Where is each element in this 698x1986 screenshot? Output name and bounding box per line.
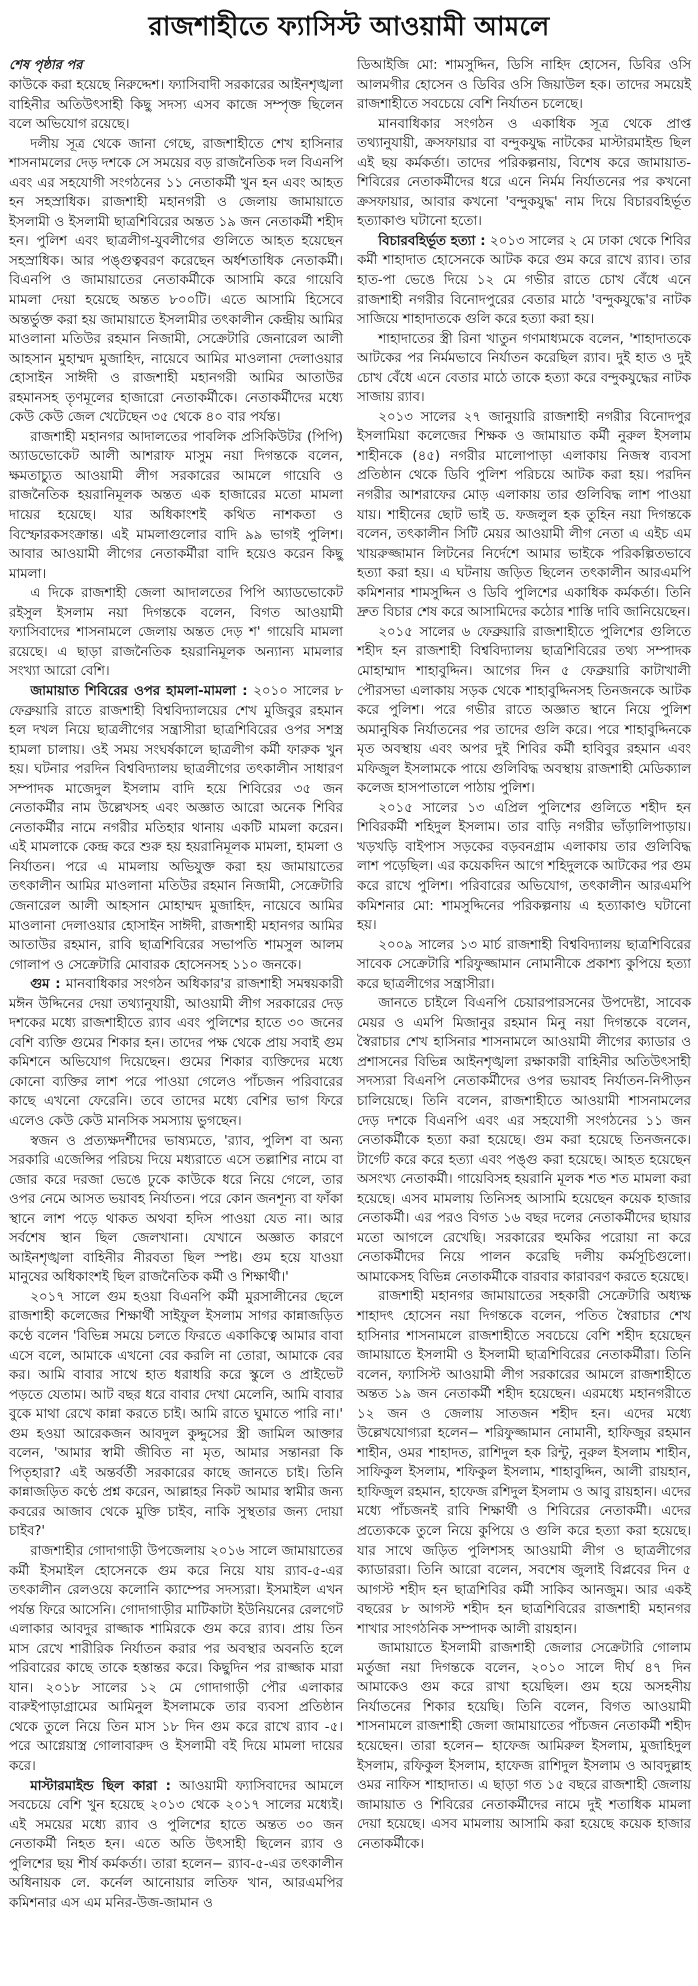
left-column [9, 56, 343, 1913]
article-headline: রাজশাহীতে ফ্যাসিস্ট আওয়ামী আমলে [148, 12, 550, 42]
paragraph: ডিআইজি মো: শামসুদ্দিন, ডিসি নাহিদ হোসেন, ডিবির ওসি আলমগীর হোসেন ও ডিবির ওসি জিয়াউল হক। তাদের সময়েই রাজশাহীতে সবচেয়ে বেশি নির্যাতন চলেছে। [357, 58, 691, 113]
paragraph: ২০১৫ সালের ১৩ এপ্রিল পুলিশের গুলিতে শহীদ হন শিবিরকর্মী শহিদুল ইসলাম। তার বাড়ি নগরীর ভাঁড়ালিপাড়ায়। খড়খড়ি বাইপাস সড়কের বড়বনগ্রাম এলাকায় তার গুলিবিদ্ধ লাশ পড়েছিল। এর কয়েকদিন আগে শহিদুলকে আটকের পর গুম করে রাখে পুলিশ। পরিবারের অভিযোগ, তৎকালীন আরএমপি কমিশনার মো: শামসুদ্দিনের পরিকল্পনায় এ হত্যাকাণ্ড ঘটানো হয়। [357, 800, 691, 934]
paragraph: কাউকে করা হয়েছে নিরুদ্দেশ। ফ্যাসিবাদী সরকারের আইনশৃঙ্খলা বাহিনীর অতিউৎসাহী কিছু সদস্য এসব কাজে সম্পৃক্ত ছিলেন বলে অভিযোগ রয়েছে। [9, 78, 343, 133]
paragraph: জানতে চাইলে বিএনপি চেয়ারপারসনের উপদেষ্টা, সাবেক মেয়র ও এমপি মিজানুর রহমান মিনু নয়া দিগন্তকে বলেন, স্বৈরাচার শেখ হাসিনার শাসনামলে আওয়ামী লীগের ক্যাডার ও প্রশাসনের বিভিন্ন আইনশৃঙ্খলা রক্ষাকারী বাহিনীর অতিউৎসাহী সদস্যরা বিএনপি নেতাকর্মীদের ওপর ভয়াবহ নির্যাতন-নিপীড়ন চালিয়েছে। তিনি বলেন, রাজশাহীতে আওয়ামী শাসনামলের দেড় দশকে বিএনপি এবং এর সহযোগী সংগঠনের ১১ জন নেতাকর্মীকে হত্যা করা হয়েছে। গুম করা হয়েছে তিনজনকে। টার্গেট করে করে হত্যা এবং পঙ্গু করা হয়েছে। আহত হয়েছেন অসংখ্য নেতাকর্মী। গায়েবিসহ হয়রানি মূলক শত শত মামলা করা হয়েছে। এসব মামলায় তিনিসহ আসামি হয়েছেন কয়েক হাজার নেতাকর্মী। এর পরও বিগত ১৬ বছর দলের নেতাকর্মীদের ছায়ার মতো আগলে রেখেছি। সরকারের হুমকির পরোয়া না করে নেতাকর্মীদের নিয়ে পালন করেছি দলীয় কর্মসূচিগুলো। আমাকেসহ বিভিন্ন নেতাকর্মীকে বারবার কারাবরণ করতে হয়েছে। [357, 996, 691, 1285]
paragraph: গুম : মানবাধিকার সংগঠন অধিকার'র রাজশাহী সমন্বয়কারী মঈন উদ্দিনের দেয়া তথ্যানুযায়ী, আওয়ামী লীগ সরকারের দেড় দশকের মধ্যে রাজশাহীতে র‌্যাব এবং পুলিশের হাতে ৩০ জনের বেশি ব্যক্তি গুমের শিকার হন। তাদের পক্ষ থেকে প্রায় সবাই গুম কমিশনে অভিযোগ দিয়েছেন। গুমের শিকার ব্যক্তিদের মধ্যে কোনো ব্যক্তির লাশ পরে পাওয়া গেলেও পাঁচজন পরিবারের কাছে এখনো ফেরেনি। তবে তাদের মধ্যে বেশির ভাগ ফিরে এলেও কেউ কেউ মানসিক সমস্যায় ভুগছেন। [9, 977, 344, 1129]
subheading: গুম : [30, 977, 61, 993]
paragraph: রাজশাহী মহানগর আদালতের পাবলিক প্রসিকিউটর (পিপি) অ্যাডভোকেট আলী আশরাফ মাসুম নয়া দিগন্তকে বলেন, ক্ষমতাচ্যুত আওয়ামী লীগ সরকারের আমলে গায়েবি ও রাজনৈতিক হয়রানিমূলক অন্তত এক হাজারের মতো মামলা দায়ের হয়েছে। যার অধিকাংশই কথিত নাশকতা ও বিস্ফোরকসংক্রান্ত। এই মামলাগুলোর বাদি ৯৯ ভাগই পুলিশ। আবার আওয়ামী লীগের নেতাকর্মীরা বাদি হয়েও করেন কিছু মামলা। [9, 429, 343, 582]
paragraph: ২০০৯ সালের ১৩ মার্চ রাজশাহী বিশ্ববিদ্যালয় ছাত্রশিবিরের সাবেক সেক্রেটারি শরিফুজ্জামান নোমানীকে প্রকাশ্য কুপিয়ে হত্যা করে ছাত্রলীগের সন্ত্রাসীরা। [357, 937, 691, 992]
paragraph: শাহাদাতের স্ত্রী রিনা খাতুন গণমাধ্যমকে বলেন, 'শাহাদাতকে আটকের পর নির্মমভাবে নির্যাতন করেছিল র‌্যাব। দুই হাত ও দুই চোখ বেঁধে এনে বেতার মাঠে তাকে হত্যা করে বন্দুকযুদ্ধের নাটক সাজায় র‌্যাব। [357, 331, 691, 406]
paragraph: ২০১৩ সালের ২৭ জানুয়ারি রাজশাহী নগরীর বিনোদপুর ইসলামিয়া কলেজের শিক্ষক ও জামায়াত কর্মী নুরুল ইসলাম শাহীনকে (৪৫) নগরীর মালোপাড়া এলাকায় নিজস্ব ব্যবসা প্রতিষ্ঠান থেকে ডিবি পুলিশ পরিচয়ে আটক করা হয়। পরদিন নগরীর আশরাফের মোড় এলাকায় তার গুলিবিদ্ধ লাশ পাওয়া যায়। শাহীনের ছোট ভাই ড. ফজলুল হক তুহিন নয়া দিগন্তকে বলেন, তৎকালীন সিটি মেয়র আওয়ামী লীগ নেতা এ এইচ এম খায়রুজ্জামান লিটনের নির্দেশে আমার ভাইকে পরিকল্পিতভাবে হত্যা করা হয়। এ ঘটনায় জড়িত ছিলেন তৎকালীন আরএমপি কমিশনার শামসুদ্দিন ও ডিবি পুলিশের একাধিক কর্মকর্তা। তিনি দ্রুত বিচার শেষ করে আসামিদের কঠোর শাস্তি দাবি জানিয়েছেন। [357, 409, 691, 621]
paragraph: জামায়াত শিবিরের ওপর হামলা-মামলা : ২০১০ সালের ৮ ফেব্রুয়ারি রাতে রাজশাহী বিশ্ববিদ্যালয়ের শেখ মুজিবুর রহমান হল দখল নিয়ে ছাত্রলীগের সন্ত্রাসীরা ছাত্রশিবিরের ওপর সশস্ত্র হামলা চালায়। ওই সময় সংঘর্ষকালে ছাত্রলীগ কর্মী ফারুক খুন হয়। ঘটনার পরদিন বিশ্ববিদ্যালয় ছাত্রলীগের তৎকালীন সাধারণ সম্পাদক মাজেদুল ইসলাম বাদি হয়ে শিবিরের ৩৫ জন নেতাকর্মীর নাম উল্লেখসহ এবং অজ্ঞাত আরো অনেক শিবির নেতাকর্মীর নামে নগরীর মতিহার থানায় একটি মামলা করেন। এই মামলাকে কেন্দ্র করে শুরু হয় হয়রানিমূলক মামলা, হামলা ও নির্যাতন। পরে এ মামলায় অভিযুক্ত করা হয় জামায়াতের তৎকালীন আমির মাওলানা মতিউর রহমান নিজামী, সেক্রেটারি জেনারেল আলী আহসান মোহাম্মদ মুজাহিদ, নায়েবে আমির মাওলানা দেলাওয়ার হোসাইন সাঈদী, রাজশাহী মহানগর আমির আতাউর রহমান, রাবি ছাত্রশিবিরের সভাপতি শামসুল আলম গোলাপ ও সেক্রেটারি মোবারক হোসেনসহ ১১০ জনকে। [9, 683, 344, 973]
paragraph: ২০১৭ সালে গুম হওয়া বিএনপি কর্মী মুরসালীনের ছেলে রাজশাহী কলেজের শিক্ষার্থী সাইফুল ইসলাম সাগর কান্নাজড়িত কণ্ঠে বলেন 'বিভিন্ন সময়ে চলতে ফিরতে একাকিত্বে আমার বাবা এসে বলে, আমাকে এখনো বের করলি না তোরা, আমাকে বের কর। আমি বাবার সাথে হাত ধরাধরি করে স্কুলে ও প্রাইভেট পড়তে যেতাম। আট বছর ধরে বাবার দেখা মেলেনি, আমি বাবার বুকে মাথা রেখে কান্না করতে চাই। আমি রাতে ঘুমাতে পারি না।' গুম হওয়া আরেকজন আবদুল কুদ্দুসের স্ত্রী জামিল আক্তার বলেন, 'আমার স্বামী জীবিত না মৃত, আমার সন্তানরা কি পিতৃহারা? এই অন্তর্বর্তী সরকারের কাছে জানতে চাই। তিনি কান্নাজড়িত কণ্ঠে প্রশ্ন করেন, আল্লাহর নিকট আমার স্বামীর জন্য কবরের আজাব থেকে মুক্তি চাইব, নাকি সুস্থতার জন্য দোয়া চাইব?' [9, 1289, 343, 1540]
paragraph: জামায়াতে ইসলামী রাজশাহী জেলার সেক্রেটারি গোলাম মর্তুজা নয়া দিগন্তকে বলেন, ২০১০ সালে দীর্ঘ ৪৭ দিন আমাকেও গুম করে রাখা হয়েছিল। গুম হয়ে অসহনীয় নির্যাতনের শিকার হয়েছি। তিনি বলেন, বিগত আওয়ামী শাসনামলে রাজশাহী জেলা জামায়াতের পাঁচজন নেতাকর্মী শহীদ হয়েছেন। তারা হলেন− হাফেজ আমিরুল ইসলাম, মুজাহিদুল ইসলাম, রফিকুল ইসলাম, হাফেজ রাশিদুল ইসলাম ও আবদুল্লাহ ওমর নাফিস শাহাদাত। এ ছাড়া গত ১৫ বছরে রাজশাহী জেলায় জামায়াত ও শিবিরের নেতাকর্মীদের নামে দুই শতাধিক মামলা দেয়া হয়েছে। এসব মামলায় আসামি করা হয়েছে কয়েক হাজার নেতাকর্মীকে। [357, 1641, 691, 1852]
paragraph: এ দিকে রাজশাহী জেলা আদালতের পিপি অ্যাডভোকেট রইসুল ইসলাম নয়া দিগন্তকে বলেন, বিগত আওয়ামী ফ্যাসিবাদের শাসনামলে জেলায় অন্তত দেড় শ' গায়েবি মামলা রয়েছে। এ ছাড়া রাজনৈতিক হয়রানিমূলক অন্যান্য মামলার সংখ্যা আরো বেশি। [9, 586, 343, 680]
paragraph: ২০১৫ সালের ৬ ফেব্রুয়ারি রাজশাহীতে পুলিশের গুলিতে শহীদ হন রাজশাহী বিশ্ববিদ্যালয় ছাত্রশিবিরের তথ্য সম্পাদক মোহাম্মাদ শাহাবুদ্দিন। আগের দিন ৫ ফেব্রুয়ারি কাটাখালী পৌরসভা এলাকায় সড়ক থেকে শাহাবুদ্দিনসহ তিনজনকে আটক করে পুলিশ। পরে গভীর রাতে অজ্ঞাত স্থানে নিয়ে পুলিশ অমানুষিক নির্যাতনের পর তাদের গুলি করে। পরে শাহাবুদ্দিনকে মৃত অবস্থায় এবং অপর দুই শিবির কর্মী হাবিবুর রহমান এবং মফিজুল ইসলামকে পায়ে গুলিবিদ্ধ অবস্থায় রাজশাহী মেডিক্যাল কলেজ হাসপাতালে পাঠায় পুলিশ। [357, 624, 691, 797]
paragraph: স্বজন ও প্রত্যক্ষদর্শীদের ভাষ্যমতে, 'র‌্যাব, পুলিশ বা অন্য সরকারি এজেন্সির পরিচয় দিয়ে মধ্যরাতে এসে তল্লাশির নামে বা জোর করে দরজা ভেঙে ঢুকে কাউকে ধরে নিয়ে গেলে, তার ওপর নেমে আসত ভয়াবহ নির্যাতন। পরে কোন জনশূন্য বা ফাঁকা স্থানে লাশ পড়ে থাকত অথবা হদিস পাওয়া যেত না। আর সর্বশেষ স্থান ছিল জেলখানা। যেখানে অজ্ঞাত কারণে আইনশৃঙ্খলা বাহিনীর নীরবতা ছিল স্পষ্ট। গুম হয়ে যাওয়া মানুষের অধিকাংশই ছিল রাজনৈতিক কর্মী ও শিক্ষার্থী।' [9, 1133, 343, 1286]
subheading: জামায়াত শিবিরের ওপর হামলা-মামলা : [30, 683, 248, 699]
continued-from-label: শেষ পৃষ্ঠার পর [9, 58, 83, 73]
paragraph: রাজশাহী মহানগর জামায়াতের সহকারী সেক্রেটারি অধ্যক্ষ শাহাদৎ হোসেন নয়া দিগন্তকে বলেন, পতিত স্বৈরাচার শেখ হাসিনার শাসনামলে রাজশাহীতে সবচেয়ে বেশি শহীদ হয়েছেন জামায়াতে ইসলামী ও ইসলামী ছাত্রশিবিরের নেতাকর্মীরা। তিনি বলেন, ফ্যাসিস্ট আওয়ামী লীগ সরকারের আমলে রাজশাহীতে অন্তত ১৯ জন নেতাকর্মী শহীদ হয়েছেন। এরমধ্যে মহানগরীতে ১২ জন ও জেলায় সাতজন শহীদ হন। এদের মধ্যে উল্লেখযোগ্যরা হলেন− শরিফুজ্জামান নোমানী, হাফিজুর রহমান শাহীন, ওমর শাহাদত, রাশিদুল হক রিন্টু, নুরুল ইসলাম শাহীন, সাফিকুল ইসলাম, শফিকুল ইসলাম, শাহাবুদ্দিন, আলী রায়হান, হাফিজুল রহমান, হাফেজ রশিদুল ইসলাম ও আবু রায়হান। এদের মধ্যে পাঁচজনই রাবি শিক্ষার্থী ও শিবিরের নেতাকর্মী। এদের প্রত্যেককে তুলে নিয়ে কুপিয়ে ও গুলি করে হত্যা করা হয়েছে। যার সাথে জড়িত পুলিশসহ আওয়ামী লীগ ও ছাত্রলীগের ক্যাডাররা। তিনি আরো বলেন, সবশেষ জুলাই বিপ্লবের দিন ৫ আগস্ট শহীদ হন ছাত্রশিবির কর্মী সাকিব আনজুম। আর একই বছরের ৮ আগস্ট শহীদ হন ছাত্রশিবিরের রাজশাহী মহানগর শাখার সাংগঠনিক সম্পাদক আলী রায়হান। [357, 1289, 691, 1637]
subheading: বিচারবহির্ভূত হত্যা : [378, 233, 486, 249]
article-body [0, 56, 698, 1913]
paragraph: বিচারবহির্ভূত হত্যা : ২০১৩ সালের ২ মে ঢাকা থেকে শিবির কর্মী শাহাদাত হোসেনকে আটক করে গুম করে রাখে র‌্যাব। তার হাত-পা ভেঙে দিয়ে ১২ মে গভীর রাতে চোখ বেঁধে এনে রাজশাহী নগরীর বিনোদপুরের বেতার মাঠে 'বন্দুকযুদ্ধে'র নাটক সাজিয়ে শাহাদাতকে গুলি করে হত্যা করা হয়। [357, 233, 691, 328]
right-column [357, 56, 691, 1913]
subheading: মাস্টারমাইন্ড ছিল কারা : [30, 1778, 171, 1794]
paragraph: মাস্টারমাইন্ড ছিল কারা : আওয়ামী ফ্যাসিবাদের আমলে সবচেয়ে বেশি খুন হয়েছে ২০১৩ থেকে ২০১৭ সালের মধ্যেই। এই সময়ের মধ্যে র‌্যাব ও পুলিশের হাতে অন্তত ৩০ জন নেতাকর্মী নিহত হন। এতে অতি উৎসাহী ছিলেন র‌্যাব ও পুলিশের ছয় শীর্ষ কর্মকর্তা। তারা হলেন− র‌্যাব-৫-এর তৎকালীন অধিনায়ক লে. কর্নেল আনোয়ার লতিফ খান, আরএমপির কমিশনার এস এম মনির-উজ-জামান ও [9, 1778, 343, 1911]
paragraph: রাজশাহীর গোদাগাড়ী উপজেলায় ২০১৬ সালে জামায়াতের কর্মী ইসমাইল হোসেনকে গুম করে নিয়ে যায় র‌্যাব-৫-এর তৎকালীন রেলওয়ে কলোনি ক্যাম্পের সদস্যরা। ইসমাইল এখন পর্যন্ত ফিরে আসেনি। গোদাগাড়ীর মাটিকাটা ইউনিয়নের রেলগেট এলাকার আবদুর রাজ্জাক শামিরকে গুম করে র‌্যাব। প্রায় তিন মাস রেখে শারীরিক নির্যাতন করার পর অবস্থার অবনতি হলে পরিবারের কাছে তাকে হস্তান্তর করে। কিছুদিন পর রাজ্জাক মারা যান। ২০১৮ সালের ১২ মে গোদাগাড়ী পৌর এলাকার বারুইপাড়াগ্রামের আমিনুল ইসলামকে তার ব্যবসা প্রতিষ্ঠান থেকে তুলে নিয়ে তিন মাস ১৮ দিন গুম করে রাখে র‌্যাব -৫। পরে আগ্নেয়াস্ত্র গোলাবারুদ ও ইসলামী বই দিয়ে মামলা দায়ের করে। [9, 1544, 344, 1775]
paragraph: দলীয় সূত্র থেকে জানা গেছে, রাজশাহীতে শেখ হাসিনার শাসনামলের দেড় দশকে সে সময়ের বড় রাজনৈতিক দল বিএনপি এবং এর সহযোগী সংগঠনের ১১ নেতাকর্মী খুন হন এবং আহত হন সহস্রাধিক। রাজশাহী মহানগরী ও জেলায় জামায়াতে ইসলামী ও ইসলামী ছাত্রশিবিরের অন্তত ১৯ জন নেতাকর্মী শহীদ হন। পুলিশ এবং ছাত্রলীগ-যুবলীগের গুলিতে আহত হয়েছেন সহস্রাধিক। আর পঙ্গুত্ববরণ করেছেন অর্ধশতাধিক নেতাকর্মী। বিএনপি ও জামায়াতের নেতাকর্মীকে আসামি করে গায়েবি মামলা দেয়া হয়েছে অন্তত ৮০০টি। এতে আসামি হিসেবে অন্তর্ভুক্ত করা হয় জামায়াতে ইসলামীর তৎকালীন কেন্দ্রীয় আমির মাওলানা মতিউর রহমান নিজামী, সেক্রেটারি জেনারেল আলী আহসান মুহাম্মদ মুজাহিদ, নায়েবে আমির মাওলানা দেলাওয়ার হোসাইন সাঈদী ও রাজশাহী মহানগরী আমির আতাউর রহমানসহ তৃণমূলের হাজারো নেতাকর্মীকে। নেতাকর্মীদের মধ্যে কেউ কেউ জেল খেটেছেন ৩৫ থেকে ৪০ বার পর্যন্ত। [9, 136, 343, 426]
paragraph: মানবাধিকার সংগঠন ও একাধিক সূত্র থেকে প্রাপ্ত তথ্যানুযায়ী, ক্রসফায়ার বা বন্দুকযুদ্ধ নাটকের মাস্টারমাইন্ড ছিল এই ছয় কর্মকর্তা। তাদের পরিকল্পনায়, বিশেষ করে জামায়াত-শিবিরের নেতাকর্মীদের ধরে এনে নির্মম নির্যাতনের পর কখনো ক্রসফায়ার, আবার কখনো 'বন্দুকযুদ্ধ' নাম দিয়ে বিচারবহির্ভূত হত্যাকাণ্ড ঘটানো হতো। [357, 116, 691, 230]
